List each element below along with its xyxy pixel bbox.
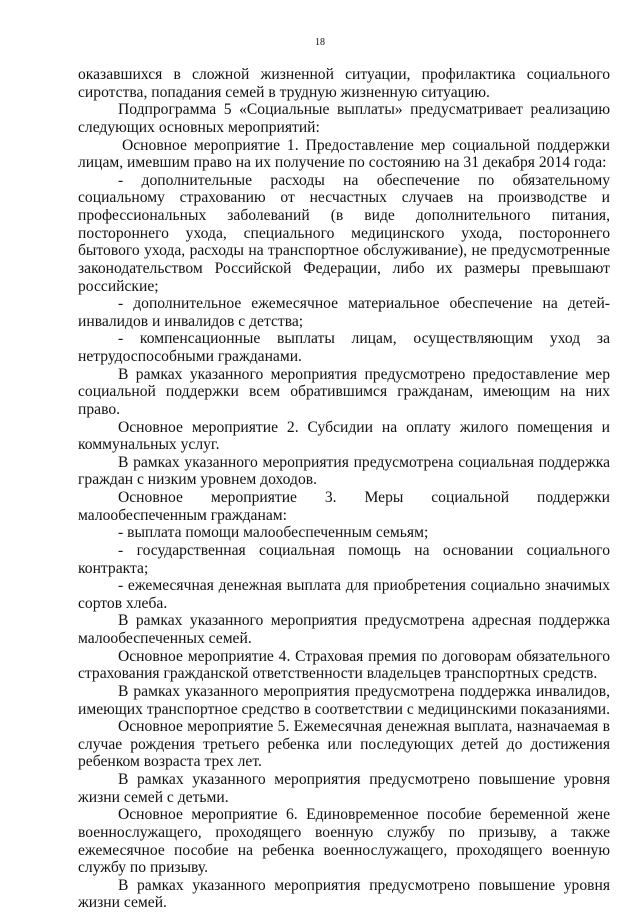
paragraph-18: В рамках указанного мероприятия предусмотрено повышение уровня жизни семей с детьми. xyxy=(78,771,610,806)
paragraph-6: - компенсационные выплаты лицам, осуществляющим уход за нетрудоспособными гражданами. xyxy=(78,330,610,365)
paragraph-2: Подпрограмма 5 «Социальные выплаты» предусматривает реализацию следующих основных мероприятий: xyxy=(78,101,610,136)
paragraph-17: Основное мероприятие 5. Ежемесячная денежная выплата, назначаемая в случае рождения третьего ребенка или последующих детей до достижения ребенком возраста трех лет. xyxy=(78,718,610,771)
paragraph-3: Основное мероприятие 1. Предоставление мер социальной поддержки лицам, имевшим право на их получение по состоянию на 31 декабря 2014 года: xyxy=(78,136,610,172)
paragraph-1: оказавшихся в сложной жизненной ситуации, профилактика социального сиротства, попадания семей в трудную жизненную ситуацию. xyxy=(78,66,610,101)
paragraph-15: Основное мероприятие 4. Страховая премия по договорам обязательного страхования гражданской ответственности владельцев транспортных средств. xyxy=(78,647,610,683)
paragraph-8: Основное мероприятие 2. Субсидии на оплату жилого помещения и коммунальных услуг. xyxy=(78,418,610,454)
paragraph-11: - выплата помощи малообеспеченным семьям; xyxy=(118,524,429,542)
paragraph-13: - ежемесячная денежная выплата для приобретения социально значимых сортов хлеба. xyxy=(78,577,610,612)
paragraph-10: Основное мероприятие 3. Меры социальной поддержки малообеспеченным гражданам: xyxy=(78,489,610,524)
paragraph-4: - дополнительные расходы на обеспечение по обязательному социальному страхованию от несчастных случаев на производстве и профессиональных заболеваний (в виде дополнительного питания, постороннего ухода, специального медицинского ухода, постороннего бытового ухода, расходы на транспортное обслуживание), не предусмотренные законодательством Российской Федерации, либо их размеры превышают российские; xyxy=(78,171,610,295)
paragraph-14: В рамках указанного мероприятия предусмотрена адресная поддержка малообеспеченных семей. xyxy=(78,612,610,647)
paragraph-20: В рамках указанного мероприятия предусмотрено повышение уровня жизни семей. xyxy=(78,876,610,912)
paragraph-16: В рамках указанного мероприятия предусмотрена поддержка инвалидов, имеющих транспортное средство в соответствии с медицинскими показаниями. xyxy=(78,682,610,718)
document-body xyxy=(78,66,610,912)
paragraph-7: В рамках указанного мероприятия предусмотрено предоставление мер социальной поддержки всем обратившимся гражданам, имеющим на них право. xyxy=(78,365,610,418)
paragraph-5: - дополнительное ежемесячное материальное обеспечение на детей-инвалидов и инвалидов с детства; xyxy=(78,295,610,330)
page-number: 18 xyxy=(315,37,325,48)
paragraph-19: Основное мероприятие 6. Единовременное пособие беременной жене военнослужащего, проходящего военную службу по призыву, а также ежемесячное пособие на ребенка военнослужащего, проходящего военную службу по призыву. xyxy=(78,806,610,877)
paragraph-12: - государственная социальная помощь на основании социального контракта; xyxy=(78,541,610,577)
paragraph-9: В рамках указанного мероприятия предусмотрена социальная поддержка граждан с низким уровнем доходов. xyxy=(78,453,610,489)
